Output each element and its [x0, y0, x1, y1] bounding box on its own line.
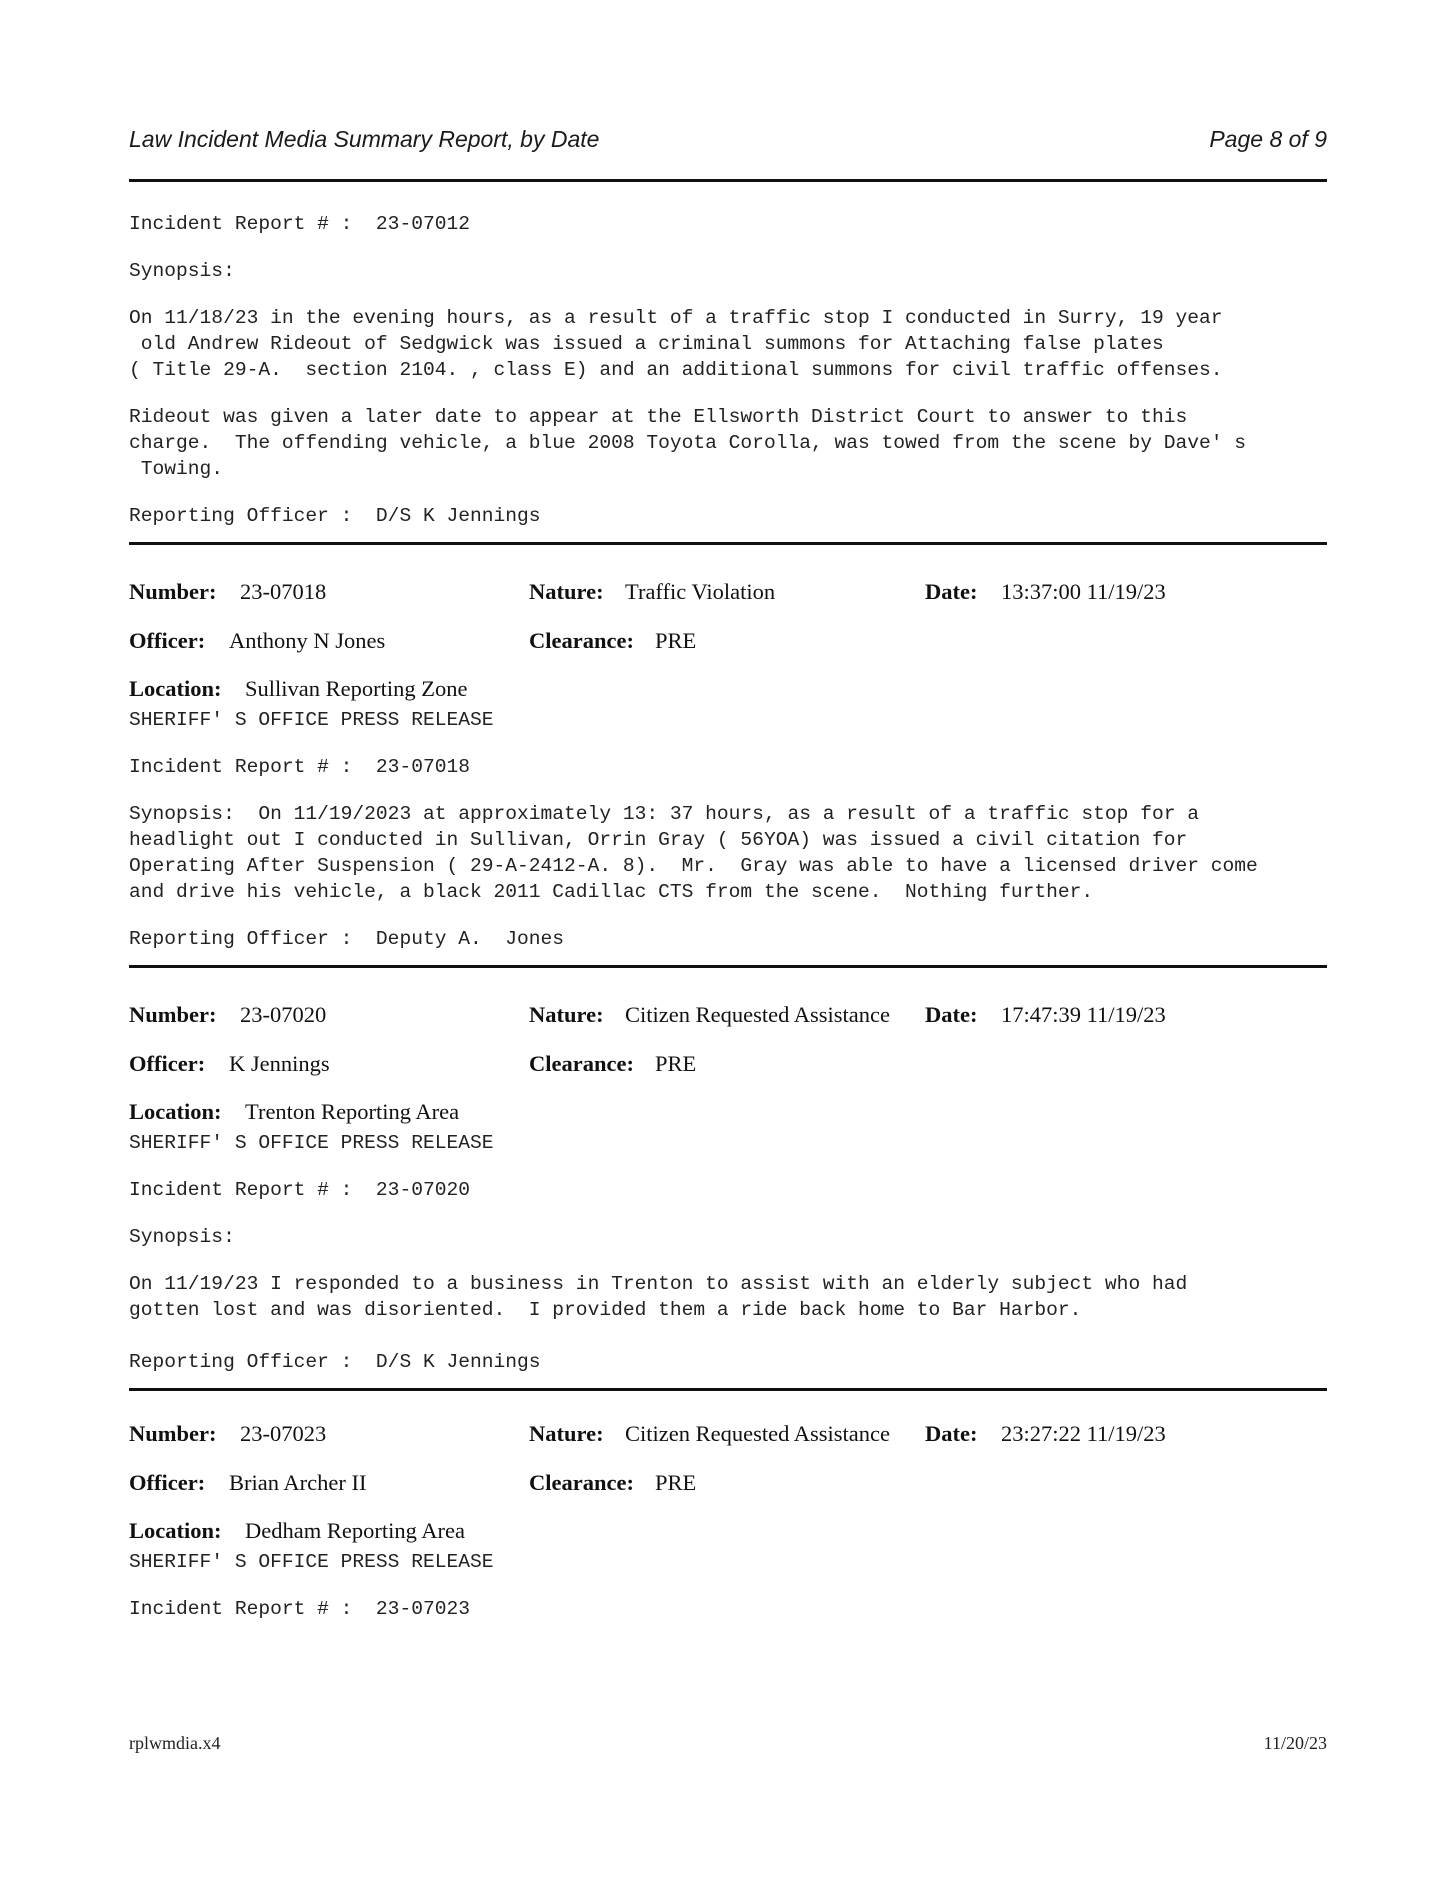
clearance-label: Clearance: [529, 1051, 634, 1076]
record-clearance: PRE [655, 628, 697, 653]
synopsis-paragraph: Rideout was given a later date to appear at the Ellsworth District Court to answer to this charge. The offending vehicle, a blue 2008 Toyota Corolla, was towed from the scene by Dave' s Towing. [129, 406, 1247, 480]
record-divider [129, 1388, 1327, 1391]
press-release-label: SHERIFF' S OFFICE PRESS RELEASE [129, 1132, 494, 1154]
date-label: Date: [925, 1421, 978, 1446]
press-release-label: SHERIFF' S OFFICE PRESS RELEASE [129, 709, 494, 731]
record-clearance: PRE [655, 1470, 697, 1495]
record-date: 23:27:22 11/19/23 [1001, 1421, 1166, 1446]
record-divider [129, 542, 1327, 545]
clearance-label: Clearance: [529, 1470, 634, 1495]
record-officer: Brian Archer II [229, 1470, 367, 1495]
record-nature: Citizen Requested Assistance [625, 1002, 890, 1027]
incident-report-number: Incident Report # : 23-07018 [129, 756, 470, 778]
press-release-label: SHERIFF' S OFFICE PRESS RELEASE [129, 1551, 494, 1573]
report-title: Law Incident Media Summary Report, by Date [129, 126, 600, 152]
page-header [129, 126, 1327, 162]
officer-label: Officer: [129, 628, 206, 653]
incident-report-number: Incident Report # : 23-07020 [129, 1179, 470, 1201]
record-location: Sullivan Reporting Zone [245, 676, 468, 701]
footer-print-date: 11/20/23 [1263, 1733, 1327, 1753]
location-label: Location: [129, 1099, 222, 1124]
location-label: Location: [129, 1518, 222, 1543]
incident-report-number: Incident Report # : 23-07012 [129, 213, 470, 235]
record-nature: Traffic Violation [625, 579, 776, 604]
record-clearance: PRE [655, 1051, 697, 1076]
page-number: Page 8 of 9 [1209, 126, 1327, 152]
record-number: 23-07018 [240, 579, 327, 604]
synopsis-paragraph: On 11/19/23 I responded to a business in Trenton to assist with an elderly subject who had gotten lost and was disoriented. I provided them a ride back home to Bar Harbor. [129, 1273, 1188, 1321]
number-label: Number: [129, 579, 217, 604]
record-location: Dedham Reporting Area [245, 1518, 465, 1543]
record-number: 23-07023 [240, 1421, 327, 1446]
record-date: 13:37:00 11/19/23 [1001, 579, 1166, 604]
synopsis-paragraph: On 11/18/23 in the evening hours, as a result of a traffic stop I conducted in Surry, 19 year old Andrew Rideout of Sedgwick was issued a criminal summons for Attaching false plates ( Title 29-A. section 2104. , class E) and an additional summons for civil traffic offenses. [129, 307, 1223, 381]
record-number: 23-07020 [240, 1002, 327, 1027]
record-location: Trenton Reporting Area [245, 1099, 460, 1124]
officer-label: Officer: [129, 1051, 206, 1076]
record-officer: K Jennings [229, 1051, 330, 1076]
number-label: Number: [129, 1421, 217, 1446]
nature-label: Nature: [529, 579, 604, 604]
clearance-label: Clearance: [529, 628, 634, 653]
number-label: Number: [129, 1002, 217, 1027]
footer-file-name: rplwmdia.x4 [129, 1733, 221, 1753]
reporting-officer: Reporting Officer : D/S K Jennings [129, 505, 541, 527]
nature-label: Nature: [529, 1421, 604, 1446]
header-divider [129, 179, 1327, 182]
reporting-officer: Reporting Officer : D/S K Jennings [129, 1351, 541, 1373]
record-date: 17:47:39 11/19/23 [1001, 1002, 1166, 1027]
record-officer: Anthony N Jones [229, 628, 386, 653]
synopsis-label: Synopsis: [129, 260, 235, 282]
officer-label: Officer: [129, 1470, 206, 1495]
synopsis-paragraph: Synopsis: On 11/19/2023 at approximately 13: 37 hours, as a result of a traffic stop for a headlight out I conducted in Sullivan, Orrin Gray ( 56YOA) was issued a civil citation for Operating After Suspension ( 29-A-2412-A. 8). Mr. Gray was able to have a licensed driver come and drive his vehicle, a black 2011 Cadillac CTS from the scene. Nothing further. [129, 803, 1258, 903]
date-label: Date: [925, 1002, 978, 1027]
location-label: Location: [129, 676, 222, 701]
synopsis-label: Synopsis: [129, 1226, 235, 1248]
record-nature: Citizen Requested Assistance [625, 1421, 890, 1446]
date-label: Date: [925, 579, 978, 604]
record-divider [129, 965, 1327, 968]
nature-label: Nature: [529, 1002, 604, 1027]
incident-report-number: Incident Report # : 23-07023 [129, 1598, 470, 1620]
reporting-officer: Reporting Officer : Deputy A. Jones [129, 928, 565, 950]
